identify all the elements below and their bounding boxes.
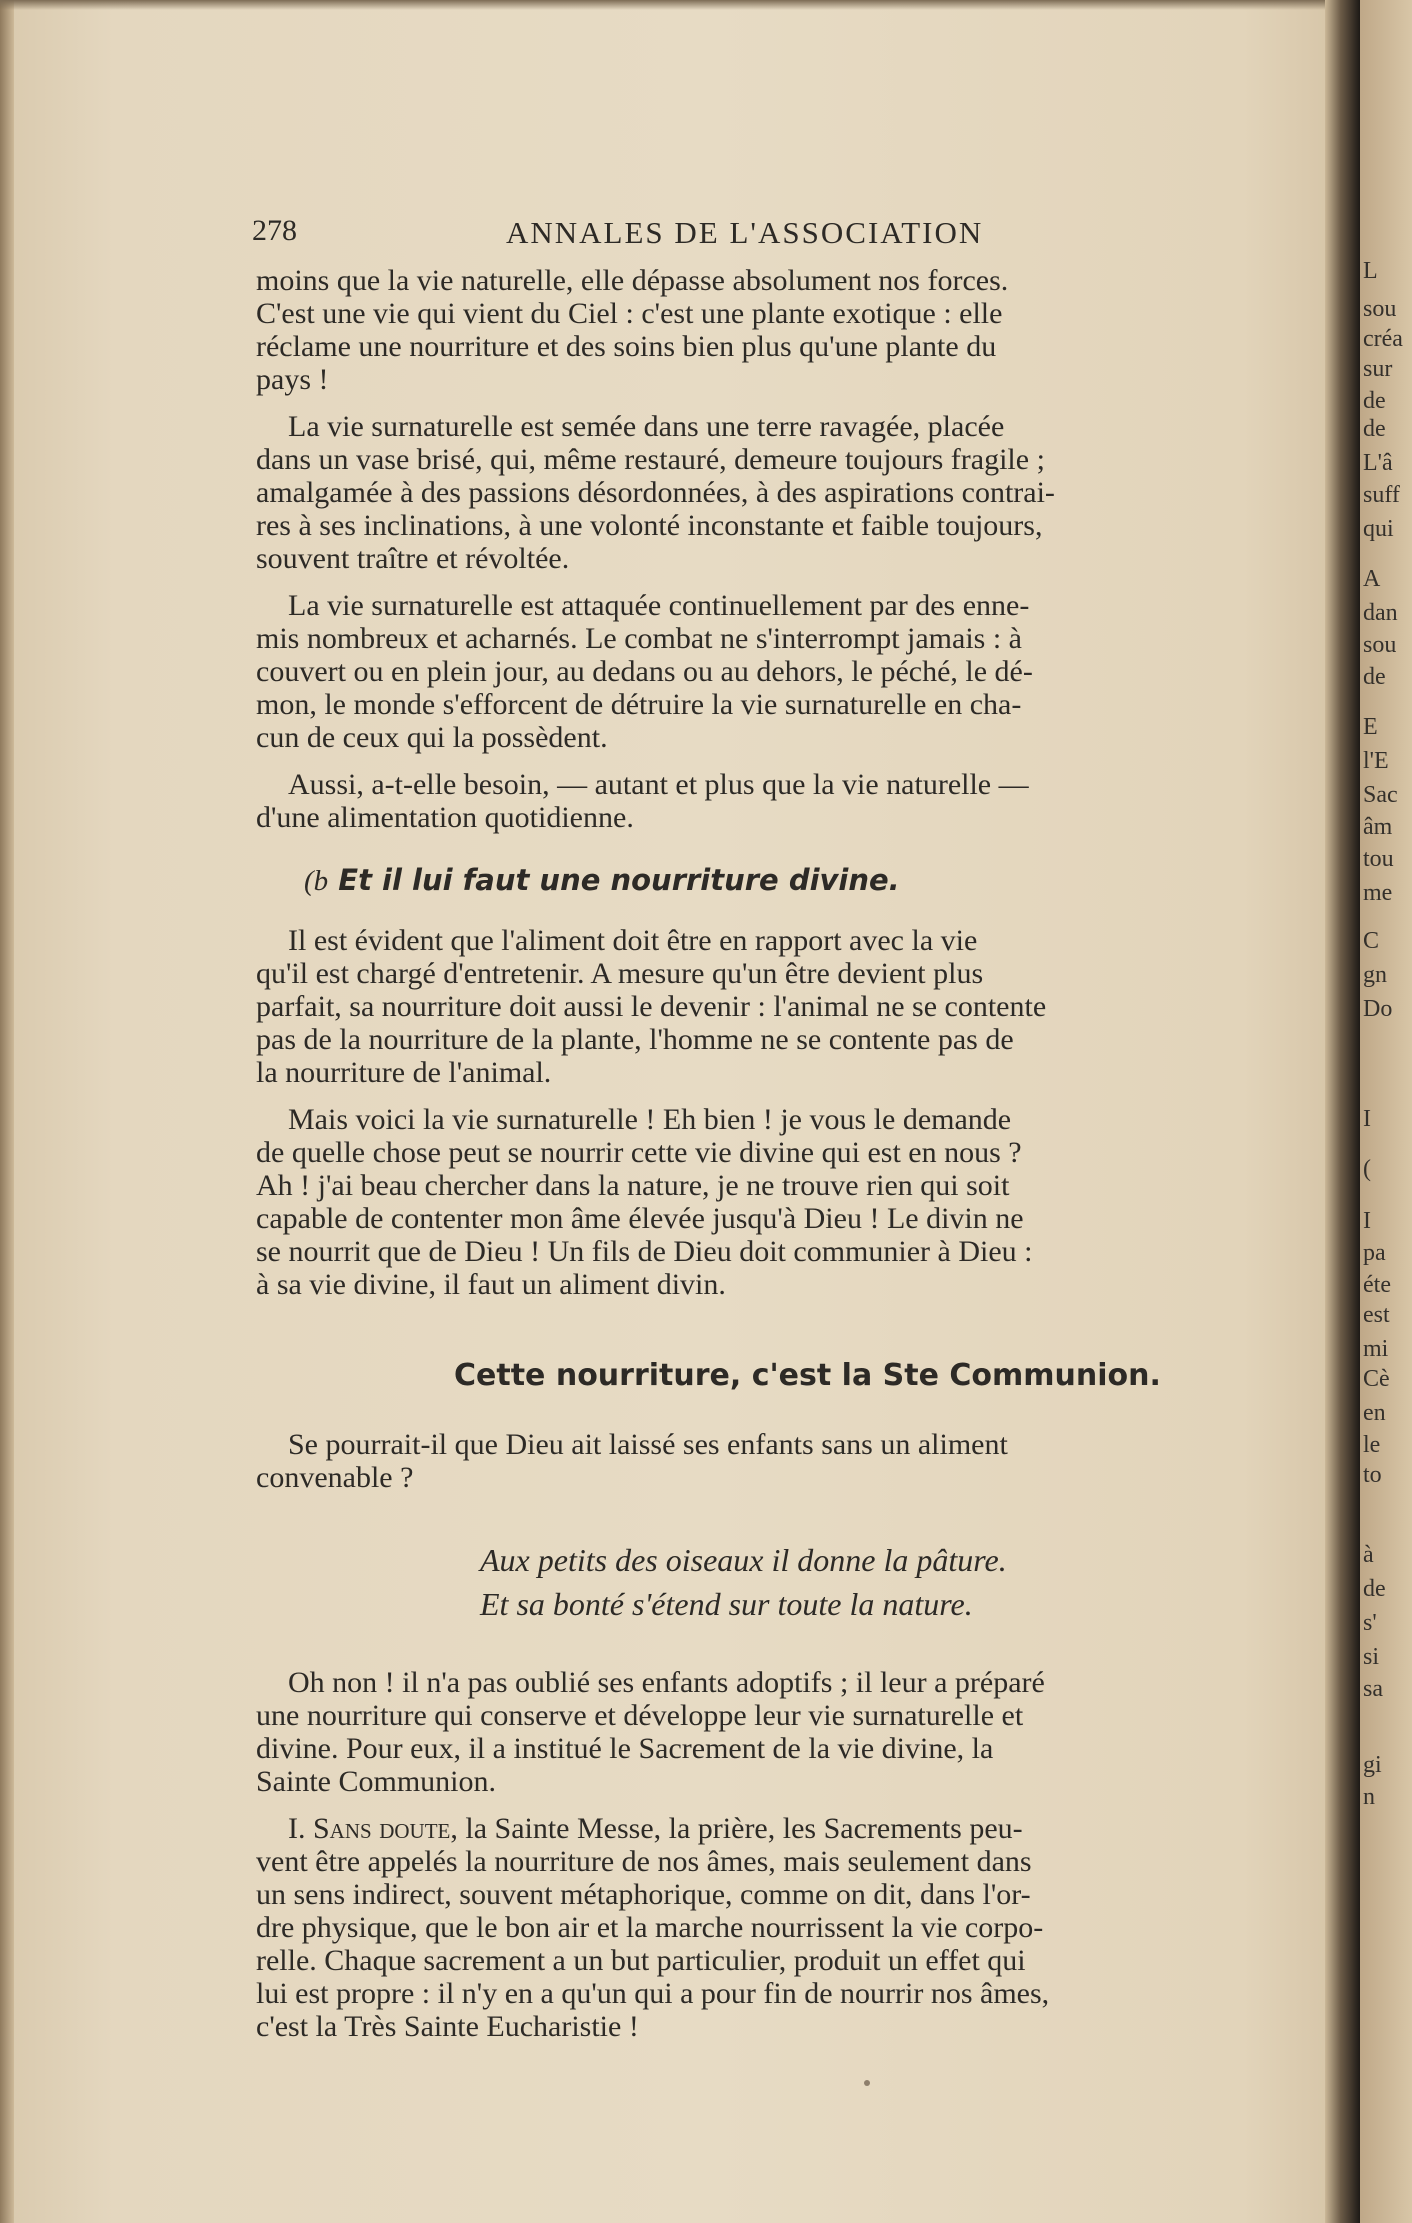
facing-page-fragment: me	[1363, 880, 1393, 906]
facing-page-fragment: à	[1363, 1542, 1374, 1568]
paragraph-line: Se pourrait-il que Dieu ait laissé ses enfants sans un aliment	[288, 1428, 1008, 1461]
paragraph-line: res à ses inclinations, à une volonté inconstante et faible toujours,	[256, 509, 1043, 542]
paragraph-line: cun de ceux qui la possèdent.	[256, 721, 608, 754]
paragraph-line: lui est propre : il n'y en a qu'un qui a pour fin de nourrir nos âmes,	[256, 1977, 1050, 2010]
facing-page-fragment: I	[1363, 1208, 1371, 1234]
subheading	[304, 864, 1320, 898]
paragraph-line: c'est la Très Sainte Eucharistie !	[256, 2010, 639, 2043]
paragraph-line: de quelle chose peut se nourrir cette vie divine qui est en nous ?	[256, 1136, 1022, 1169]
facing-page-fragment: de	[1363, 664, 1386, 690]
verse-line: Et sa bonté s'étend sur toute la nature.	[480, 1586, 973, 1622]
paragraph-line: divine. Pour eux, il a institué le Sacrement de la vie divine, la	[256, 1732, 994, 1765]
paragraph-lead-rest: la Sainte Messe, la prière, les Sacrements peu-	[457, 1812, 1023, 1845]
facing-page-fragment: âm	[1363, 814, 1393, 840]
paragraph-line: La vie surnaturelle est semée dans une terre ravagée, placée	[288, 410, 1005, 443]
paragraph-line: Sainte Communion.	[256, 1765, 496, 1798]
facing-page-fragment: mi	[1363, 1336, 1389, 1362]
paragraph-line: dans un vase brisé, qui, même restauré, demeure toujours fragile ;	[256, 443, 1045, 476]
facing-page-fragment: éte	[1363, 1272, 1391, 1298]
page-header	[252, 214, 1320, 264]
facing-page-fragment: si	[1363, 1644, 1380, 1670]
paragraph	[256, 264, 1320, 396]
facing-page-edge	[1360, 0, 1412, 2223]
paragraph-line: C'est une vie qui vient du Ciel : c'est une plante exotique : elle	[256, 297, 1003, 330]
verse-quote	[480, 1538, 1320, 1626]
running-head: ANNALES DE L'ASSOCIATION	[506, 215, 984, 250]
paragraph-line: pas de la nourriture de la plante, l'homme ne se contente pas de	[256, 1023, 1014, 1056]
facing-page-fragment: qui	[1363, 516, 1394, 542]
paragraph	[256, 1428, 1320, 1494]
paragraph-line: Mais voici la vie surnaturelle ! Eh bien ! je vous le demande	[288, 1103, 1012, 1136]
paragraph-line: vent être appelés la nourriture de nos âmes, mais seulement dans	[256, 1845, 1032, 1878]
facing-page-fragment: A	[1363, 566, 1381, 592]
paragraph	[256, 924, 1320, 1089]
paragraph-line: Il est évident que l'aliment doit être en rapport avec la vie	[288, 924, 978, 957]
text-block	[252, 214, 1320, 2057]
paragraph-line: réclame une nourriture et des soins bien plus qu'une plante du	[256, 330, 997, 363]
left-page-edge	[0, 0, 14, 2223]
subheading-text: Et il lui faut une nourriture divine.	[328, 863, 900, 897]
subheading-marker: (b	[304, 865, 329, 897]
paragraph-line: relle. Chaque sacrement a un but particulier, produit un effet qui	[256, 1944, 1026, 1977]
paragraph	[256, 768, 1320, 834]
paragraph	[256, 410, 1320, 575]
paragraph-line: se nourrit que de Dieu ! Un fils de Dieu doit communier à Dieu :	[256, 1235, 1033, 1268]
facing-page-fragment: de	[1363, 1576, 1386, 1602]
paragraph-line: la nourriture de l'animal.	[256, 1056, 552, 1089]
facing-page-fragment: to	[1363, 1462, 1382, 1488]
paragraph-line: amalgamée à des passions désordonnées, à des aspirations contrai-	[256, 476, 1055, 509]
section-heading: Cette nourriture, c'est la Ste Communion.	[454, 1358, 1161, 1393]
facing-page-fragment: est	[1363, 1302, 1390, 1328]
paragraph-line: mis nombreux et acharnés. Le combat ne s'interrompt jamais : à	[256, 622, 1022, 655]
facing-page-fragment: sou	[1363, 296, 1397, 322]
paragraph-line: convenable ?	[256, 1461, 414, 1494]
paragraph-line: qu'il est chargé d'entretenir. A mesure qu'un être devient plus	[256, 957, 984, 990]
paragraph-group-a	[256, 264, 1320, 834]
paragraph-line: parfait, sa nourriture doit aussi le devenir : l'animal ne se contente	[256, 990, 1047, 1023]
paragraph	[256, 1666, 1320, 1798]
facing-page-fragment: L	[1363, 258, 1378, 284]
paragraph-line: pays !	[256, 363, 329, 396]
facing-page-fragment: n	[1363, 1784, 1375, 1810]
paragraph-line: couvert ou en plein jour, au dedans ou au dehors, le péché, le dé-	[256, 655, 1033, 688]
paragraph-lead-smallcaps: Sans doute,	[313, 1812, 458, 1845]
facing-page-fragment: en	[1363, 1400, 1386, 1426]
paragraph-line: un sens indirect, souvent métaphorique, comme on dit, dans l'or-	[256, 1878, 1031, 1911]
facing-page-fragment: suff	[1363, 482, 1400, 508]
facing-page-fragment: de	[1363, 416, 1386, 442]
paragraph-line: mon, le monde s'efforcent de détruire la vie surnaturelle en cha-	[256, 688, 1022, 721]
paragraph-line: d'une alimentation quotidienne.	[256, 801, 634, 834]
paragraph-group-d	[256, 1666, 1320, 1798]
facing-page-fragment: créa	[1363, 326, 1403, 352]
ink-spot	[864, 2080, 870, 2086]
facing-page-fragment: C	[1363, 928, 1380, 954]
facing-page-fragment: sa	[1363, 1676, 1383, 1702]
facing-page-fragment: gi	[1363, 1752, 1382, 1778]
paragraph-line: souvent traître et révoltée.	[256, 542, 570, 575]
facing-page-fragment: gn	[1363, 962, 1387, 988]
paragraph-numeral: I.	[288, 1812, 306, 1845]
facing-page-fragment: sur	[1363, 356, 1393, 382]
top-shadow	[0, 0, 1325, 10]
facing-page-fragment: tou	[1363, 846, 1394, 872]
paragraph-line: à sa vie divine, il faut un aliment divin.	[256, 1268, 726, 1301]
paragraph-line	[256, 1812, 1320, 1845]
paragraph-line: Aussi, a-t-elle besoin, — autant et plus que la vie naturelle —	[288, 768, 1029, 801]
facing-page-fragment: E	[1363, 714, 1378, 740]
paragraph-group-c	[256, 1428, 1320, 1494]
facing-page-fragment: sou	[1363, 632, 1397, 658]
book-gutter	[1325, 0, 1360, 2223]
verse-line: Aux petits des oiseaux il donne la pâture.	[480, 1542, 1007, 1578]
paragraph-line: dre physique, que le bon air et la marche nourrissent la vie corpo-	[256, 1911, 1044, 1944]
paragraph-line: capable de contenter mon âme élevée jusqu'à Dieu ! Le divin ne	[256, 1202, 1024, 1235]
paragraph	[256, 589, 1320, 754]
facing-page-fragment: s'	[1363, 1610, 1377, 1636]
facing-page-fragment: dan	[1363, 600, 1398, 626]
facing-page-fragment: Cè	[1363, 1366, 1390, 1392]
paragraph-line: moins que la vie naturelle, elle dépasse absolument nos forces.	[256, 264, 1009, 297]
facing-page-fragment: le	[1363, 1432, 1381, 1458]
facing-page-fragment: L'â	[1363, 450, 1393, 476]
paragraph-numbered-1	[256, 1812, 1320, 2043]
facing-page-fragment: l'E	[1363, 748, 1389, 774]
paragraph-line: Oh non ! il n'a pas oublié ses enfants adoptifs ; il leur a préparé	[288, 1666, 1045, 1699]
facing-page-fragment: pa	[1363, 1240, 1386, 1266]
facing-page-fragment: de	[1363, 388, 1386, 414]
paragraph-group-b	[256, 924, 1320, 1301]
page-number: 278	[252, 214, 297, 247]
facing-page-fragment: (	[1363, 1156, 1371, 1182]
paragraph	[256, 1103, 1320, 1301]
facing-page-fragment: I	[1363, 1106, 1371, 1132]
paragraph-line: une nourriture qui conserve et développe leur vie surnaturelle et	[256, 1699, 1024, 1732]
facing-page-fragment: Do	[1363, 996, 1393, 1022]
paragraph-line: La vie surnaturelle est attaquée continuellement par des enne-	[288, 589, 1030, 622]
paragraph-line: Ah ! j'ai beau chercher dans la nature, je ne trouve rien qui soit	[256, 1169, 1010, 1202]
facing-page-fragment: Sac	[1363, 782, 1398, 808]
